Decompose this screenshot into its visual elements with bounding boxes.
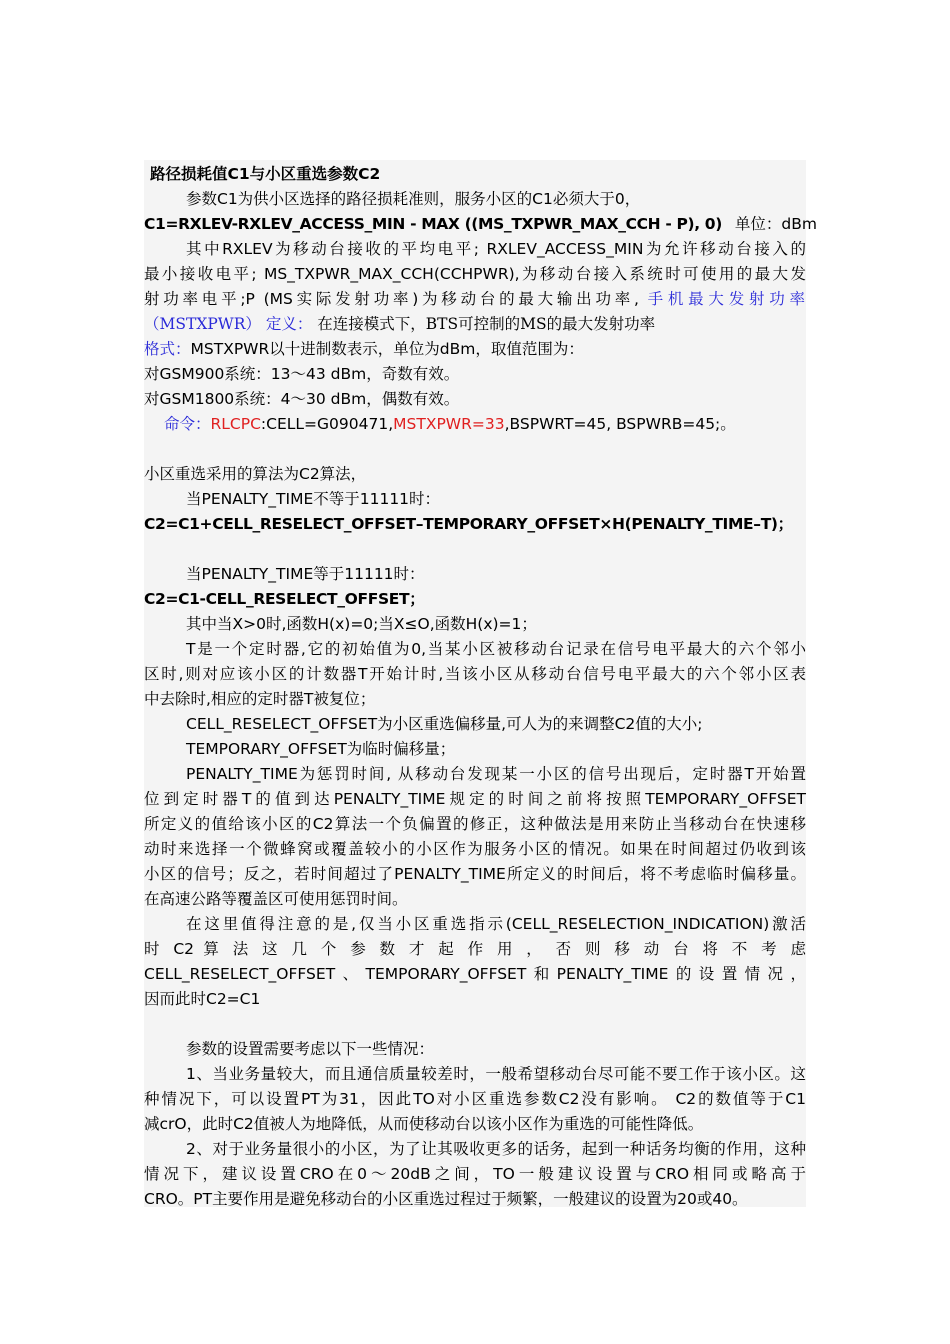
command-param: MSTXPWR=33 [393,415,505,433]
command-line [144,412,806,437]
paragraph-line: 动时来选择一个微蜂窝或覆盖较小的小区作为服务小区的情况。如果在时间超过仍收到该 [144,840,806,858]
paragraph-line: 2、对于业务量很小的小区，为了让其吸收更多的话务，起到一种话务均衡的作用，这种 [186,1140,806,1158]
paragraph-line: 区时,则对应该小区的计数器T开始计时,当该小区从移动台信号电平最大的六个邻小区表 [144,665,806,683]
format-label: 格式： [144,340,191,358]
paragraph-line: TEMPORARY_OFFSET为临时偏移量； [186,740,456,758]
paragraph-line [144,337,806,362]
paragraph-line: 小区重选采用的算法为C2算法， [144,465,367,483]
command-name: RLCPC [210,415,261,433]
paragraph-line: 因而此时C2=C1 [144,990,261,1008]
paragraph-line: 所定义的值给该小区的C2算法一个负偏置的修正，这种做法是用来防止当移动台在快速移 [144,815,806,833]
text-segment: :CELL=G090471, [260,415,394,433]
paragraph-line: 中去除时,相应的定时器T被复位； [144,690,376,708]
paragraph-line: 对GSM900系统：13～43 dBm，奇数有效。 [144,365,460,383]
paragraph-line: 参数C1为供小区选择的路径损耗准则，服务小区的C1必须大于0， [186,190,641,208]
paragraph-line: CELL_RESELECT_OFFSET为小区重选偏移量,可人为的来调整C2值的大小; [186,715,703,733]
paragraph-line [144,312,806,337]
paragraph-line: 情况下，建议设置CRO在0～20dB之间，TO一般建议设置与CRO相同或略高于 [144,1165,806,1183]
paragraph-line: CELL_RESELECT_OFFSET、TEMPORARY_OFFSET和PENALTY_TIME的设置情况， [144,965,806,983]
text-segment: 在连接模式下，BTS可控制的MS的最大发射功率 [317,315,656,333]
doc-title: 路径损耗值C1与小区重选参数C2 [150,165,381,183]
paragraph-line: 参数的设置需要考虑以下一些情况： [186,1040,435,1058]
formula-c2-alt: C2=C1-CELL_RESELECT_OFFSET； [144,590,425,608]
formula-c1: C1=RXLEV-RXLEV_ACCESS_MIN - MAX ((MS_TXPWR_MAX_CCH - P), 0) [144,215,722,233]
paragraph-line: 对GSM1800系统：4～30 dBm，偶数有效。 [144,390,460,408]
paragraph-line [144,287,806,312]
paragraph-line: 在这里值得注意的是,仅当小区重选指示(CELL_RESELECTION_INDICATION)激活 [186,915,806,933]
paragraph-line: 其中当X>0时,函数H(x)=0;当X≤O,函数H(x)=1； [186,615,537,633]
command-label: 命令： [164,415,211,433]
paragraph-line: 时 C2 算 法 这 几 个 参 数 才 起 作 用 ， 否 则 移 动 台 将 不 考 虑 [144,940,806,958]
paragraph-line: 1、当业务量较大，而且通信质量较差时，一般希望移动台尽可能不要工作于该小区。这 [186,1065,806,1083]
text-segment: 射功率电平;P (MS实际发射功率)为移动台的最大输出功率, [144,290,639,308]
paragraph-line: 在高速公路等覆盖区可使用惩罚时间。 [144,890,408,908]
definition-label: （MSTXPWR） 定义： [144,315,313,333]
formula-c2: C2=C1+CELL_RESELECT_OFFSET–TEMPORARY_OFFSET×H(PENALTY_TIME–T)； [144,515,793,533]
highlight-term: 手机最大发射功率 [647,290,806,308]
text-segment: MSTXPWR以十进制数表示，单位为dBm，取值范围为： [190,340,584,358]
paragraph-line: T是一个定时器,它的初始值为0,当某小区被移动台记录在信号电平最大的六个邻小 [186,640,806,658]
paragraph-line: 小区的信号；反之，若时间超过了PENALTY_TIME所定义的时间后，将不考虑临时偏移量。 [144,865,806,883]
text-segment: ,BSPWRT=45, BSPWRB=45;。 [504,415,736,433]
unit-label: 单位：dBm [734,215,817,233]
document-body [144,160,817,1208]
paragraph-line: 减crO，此时C2值被人为地降低，从而使移动台以该小区作为重选的可能性降低。 [144,1115,704,1133]
paragraph-line: 最小接收电平; MS_TXPWR_MAX_CCH(CCHPWR),为移动台接入系统时可使用的最大发 [144,265,806,283]
paragraph-line: PENALTY_TIME为惩罚时间, 从移动台发现某一小区的信号出现后，定时器T开始置 [186,765,806,783]
paragraph-line: 当PENALTY_TIME等于11111时： [186,565,425,583]
paragraph-line: 位到定时器T的值到达PENALTY_TIME规定的时间之前将按照TEMPORARY_OFFSET [144,790,806,808]
paragraph-line: 种情况下，可以设置PT为31，因此TO对小区重选参数C2没有影响。 C2的数值等于C1 [144,1090,806,1108]
paragraph-line: CRO。PT主要作用是避免移动台的小区重选过程过于频繁，一般建议的设置为20或40。 [144,1190,748,1208]
paragraph-line: 其中RXLEV为移动台接收的平均电平; RXLEV_ACCESS_MIN为允许移动台接入的 [186,240,806,258]
paragraph-line: 当PENALTY_TIME不等于11111时： [186,490,441,508]
formula-c1-line [144,212,817,237]
